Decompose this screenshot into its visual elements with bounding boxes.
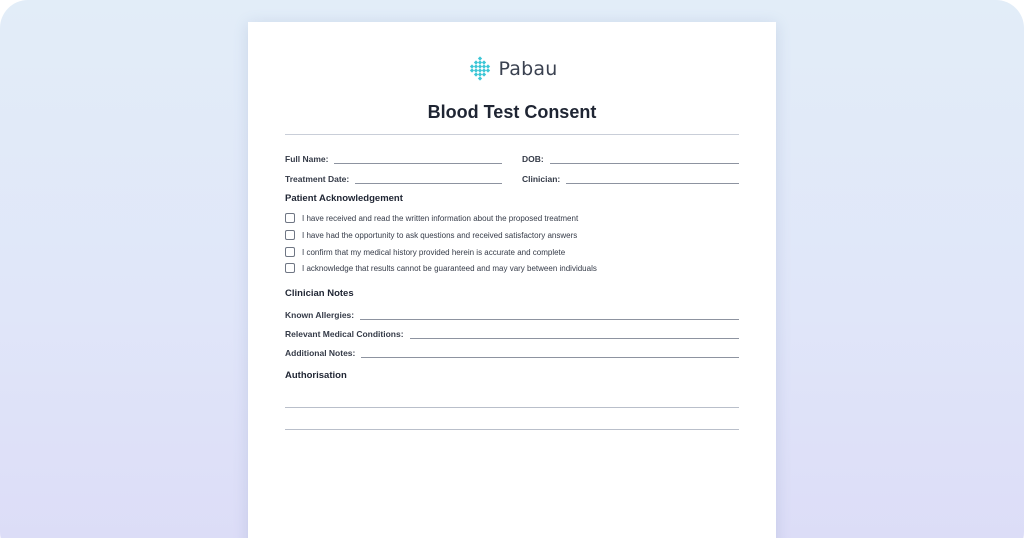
checkbox[interactable] [285,213,295,223]
acknowledgement-text: I have had the opportunity to ask questions and received satisfactory answers [302,230,578,240]
checkbox[interactable] [285,263,295,273]
acknowledgement-heading: Patient Acknowledgement [285,193,403,204]
dob-line[interactable] [550,155,739,164]
date-signature-line[interactable] [285,429,739,430]
acknowledgement-text: I have received and read the written information about the proposed treatment [302,213,579,223]
clinician-notes-heading: Clinician Notes [285,288,354,299]
clinician-label: Clinician: [522,174,561,184]
consent-form-sheet [248,22,776,538]
full-name-label: Full Name: [285,154,329,164]
checkbox[interactable] [285,247,295,257]
additional-notes-label: Additional Notes: [285,348,356,358]
relevant-conditions-field[interactable] [285,325,739,339]
full-name-field[interactable] [285,150,502,164]
checkbox[interactable] [285,230,295,240]
dob-field[interactable] [522,150,739,164]
full-name-line[interactable] [334,155,502,164]
known-allergies-label: Known Allergies: [285,310,355,320]
clinician-field[interactable] [522,170,739,184]
treatment-date-label: Treatment Date: [285,174,350,184]
known-allergies-line[interactable] [360,311,739,320]
authorisation-heading: Authorisation [285,370,347,381]
treatment-date-line[interactable] [355,175,502,184]
treatment-date-field[interactable] [285,170,502,184]
brand-logo [248,56,776,82]
relevant-conditions-label: Relevant Medical Conditions: [285,329,404,339]
relevant-conditions-line[interactable] [410,330,739,339]
known-allergies-field[interactable] [285,306,739,320]
title-divider [285,134,739,135]
diamond-dots-logo-icon [467,56,493,82]
acknowledgement-item[interactable] [285,262,597,274]
acknowledgement-item[interactable] [285,246,565,258]
clinician-line[interactable] [566,175,739,184]
acknowledgement-text: I acknowledge that results cannot be guaranteed and may vary between individuals [302,263,597,273]
acknowledgement-item[interactable] [285,229,577,241]
acknowledgement-item[interactable] [285,212,578,224]
brand-name: Pabau [498,58,558,80]
signature-line[interactable] [285,407,739,408]
acknowledgement-text: I confirm that my medical history provided herein is accurate and complete [302,247,566,257]
additional-notes-line[interactable] [361,349,739,358]
form-title: Blood Test Consent [427,102,597,122]
additional-notes-field[interactable] [285,344,739,358]
dob-label: DOB: [522,154,544,164]
